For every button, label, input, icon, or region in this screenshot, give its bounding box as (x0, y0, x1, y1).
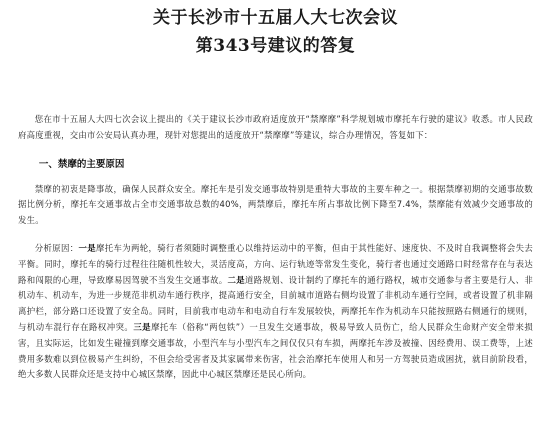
document-title-line1: 关于长沙市十五届人大七次会议 (153, 8, 398, 28)
point2-text: 道路规划、设计制约了摩托车的通行路权，城市交通参与者主要是行人、非机动车、机动车，为进一步规范非机动车通行秩序，提高通行安全，目前城市道路右侧均设置了非机动车通行空间，或者设置了机非隔离护栏，部分路口还设置了安全岛。同时，目前我市电动车和电动自行车发展较快，两摩托车作为机动车只能按照路右侧通行的规则，与机动车混行存在路权冲突。 (18, 274, 534, 332)
analysis-lead: 分析原因： (34, 242, 79, 253)
point1-label: 一是 (78, 242, 97, 253)
section-heading: 一、禁摩的主要原因 (38, 158, 125, 170)
point1-text: 摩托车为两轮，骑行者须随时调整重心以维持运动中的平衡，但由于其性能好、速度快、不及时自我调整将会失去平衡。同时，摩托车的骑行过程往往随机性较大，灵活度高，方向、运行轨迹等常发生变化，骑行者也通过交通路口时经常存在与表达路和闯限的心理，导致摩易因驾驶不当发生交通事故。 (18, 242, 534, 285)
point3-label: 三是 (133, 321, 152, 332)
intro-paragraph: 您在市十五届人大四七次会议上提出的《关于建议长沙市政府适度放开“禁摩摩”科学规划城市摩托车行驶的建议》收悉。市人民政府高度重视，交由市公安局认真办理，现针对您提出的适度放开“禁摩摩”等建议，综合办理情况，答复如下： (18, 114, 533, 140)
document-title-line2: 第343号建议的答复 (195, 36, 356, 56)
paragraph-accident-ratio: 禁摩的初衷是降事故，确保人民群众安全。摩托车是引发交通事故特别是重特大事故的主要车种之一。根据禁摩初期的交通事故数据比例分析，摩托车交通事故占全市交通事故总数的40%，两禁摩后，摩托车所占事故比例下降至7.4%，禁摩能有效减少交通事故的发生。 (18, 183, 533, 226)
point3-text: 摩托车（俗称“两包铁”）一旦发生交通事故，极易导致人员伤亡，给人民群众生命财产安全带来损害，且实际运，比如发生碰撞到摩交通事故，小型汽车与小型汽车之间仅仅只有车损，两摩托车涉及被撞、因经费用、误工费等，上述费用多数难以到位极易产生纠纷，不但会给受害者及其家属带来伤害，社会治摩托车使用人和另一方驾驶员造成困扰，就目前阶段看，绝大多数人民群众还是支持中心城区禁摩，因此中心城区禁摩还是民心所向。 (18, 321, 534, 380)
paragraph-analysis (18, 241, 533, 383)
point2-label: 二是 (227, 274, 246, 285)
